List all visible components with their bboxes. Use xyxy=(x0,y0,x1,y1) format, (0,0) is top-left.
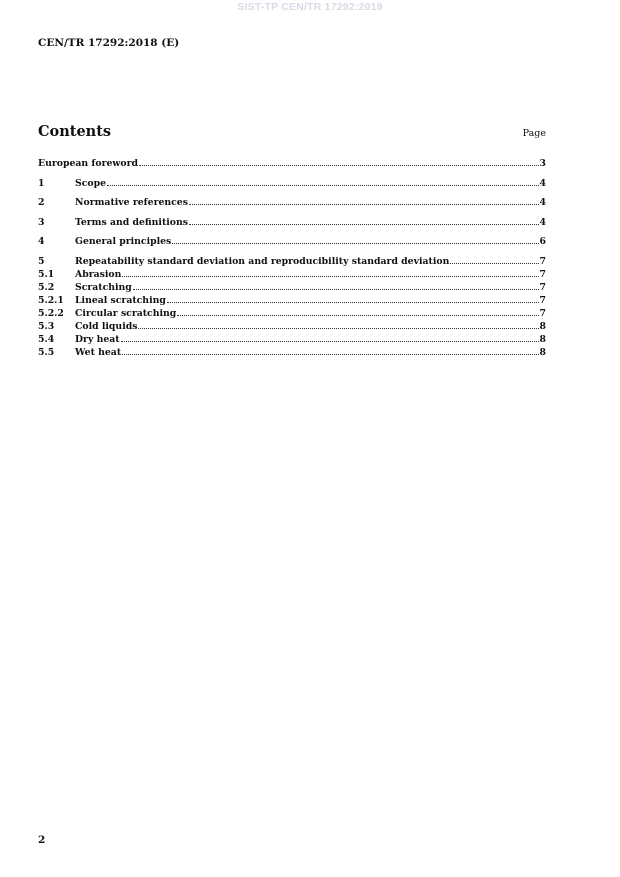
toc-entry-page: 8 xyxy=(539,346,546,358)
toc-entry-page: 7 xyxy=(539,255,546,267)
toc-entry-number: 5 xyxy=(38,255,45,267)
page-column-label: Page xyxy=(522,128,546,139)
toc-entry-number: 5.1 xyxy=(38,268,55,280)
toc-entry-title: Repeatability standard deviation and reproducibility standard deviation xyxy=(75,255,450,267)
toc-entry-number: 3 xyxy=(38,216,45,228)
toc-entry-repeatability[interactable] xyxy=(38,255,546,268)
toc-entry-number: 5.5 xyxy=(38,346,55,358)
toc-entry-page: 3 xyxy=(539,158,546,169)
toc-entry-title: Lineal scratching xyxy=(75,294,166,306)
toc-entry-normative-references[interactable] xyxy=(38,196,546,209)
toc-entry-lineal-scratching[interactable] xyxy=(38,294,546,307)
toc-entry-title: European foreword xyxy=(38,158,138,169)
toc-leader-dots xyxy=(172,242,538,244)
toc-entry-abrasion[interactable] xyxy=(38,268,546,281)
toc-entry-number: 5.2.2 xyxy=(38,307,64,319)
toc-entry-page: 4 xyxy=(539,216,546,228)
page-number: 2 xyxy=(38,834,46,846)
toc-leader-dots xyxy=(138,327,538,329)
toc-leader-dots xyxy=(122,353,538,355)
toc-leader-dots xyxy=(450,262,538,264)
toc-entry-page: 7 xyxy=(539,307,546,319)
toc-entry-title: Scratching xyxy=(75,281,132,293)
toc-entry-title: Abrasion xyxy=(75,268,122,280)
toc-entry-wet-heat[interactable] xyxy=(38,346,546,359)
toc-entry-cold-liquids[interactable] xyxy=(38,320,546,333)
toc-leader-dots xyxy=(189,203,539,205)
toc-entry-page: 7 xyxy=(539,281,546,293)
toc-entry-number: 1 xyxy=(38,177,45,189)
toc-leader-dots xyxy=(189,223,539,225)
toc-entry-number: 5.3 xyxy=(38,320,55,332)
toc-entry-page: 8 xyxy=(539,320,546,332)
toc-entry-page: 4 xyxy=(539,177,546,189)
toc-entry-dry-heat[interactable] xyxy=(38,333,546,346)
toc-leader-dots xyxy=(139,164,539,166)
toc-entry-page: 4 xyxy=(539,197,546,208)
toc-entry-page: 7 xyxy=(539,294,546,306)
toc-entry-circular-scratching[interactable] xyxy=(38,307,546,320)
toc-entry-number: 2 xyxy=(38,197,45,208)
toc-entry-title: Circular scratching xyxy=(75,307,177,319)
contents-title: Contents xyxy=(38,123,112,140)
toc-entry-number: 4 xyxy=(38,236,45,247)
toc-entry-general-principles[interactable] xyxy=(38,235,546,248)
toc-entry-title: Cold liquids xyxy=(75,320,138,332)
document-header: CEN/TR 17292:2018 (E) xyxy=(38,37,180,49)
watermark: SIST-TP CEN/TR 17292:2019 xyxy=(237,1,383,13)
toc-entry-page: 8 xyxy=(539,333,546,345)
toc-entry-number: 5.2 xyxy=(38,281,55,293)
toc-entry-foreword[interactable] xyxy=(38,157,546,170)
toc-leader-dots xyxy=(133,288,539,290)
toc-entry-page: 7 xyxy=(539,268,546,280)
toc-entry-page: 6 xyxy=(539,236,546,247)
toc-leader-dots xyxy=(107,184,539,186)
toc-entry-number: 5.4 xyxy=(38,333,55,345)
toc-entry-terms-and-definitions[interactable] xyxy=(38,216,546,229)
toc-entry-scratching[interactable] xyxy=(38,281,546,294)
toc-leader-dots xyxy=(167,301,539,303)
toc-entry-title: Wet heat xyxy=(75,346,122,358)
toc-entry-scope[interactable] xyxy=(38,177,546,190)
toc-entry-title: Dry heat xyxy=(75,333,120,345)
table-of-contents xyxy=(38,157,546,359)
toc-leader-dots xyxy=(177,314,538,316)
toc-entry-title: Terms and definitions xyxy=(75,216,188,228)
toc-leader-dots xyxy=(122,275,538,277)
toc-entry-title: General principles xyxy=(75,236,172,247)
toc-entry-number: 5.2.1 xyxy=(38,294,64,306)
toc-entry-title: Scope xyxy=(75,177,106,189)
toc-entry-title: Normative references xyxy=(75,197,188,208)
toc-leader-dots xyxy=(121,340,539,342)
